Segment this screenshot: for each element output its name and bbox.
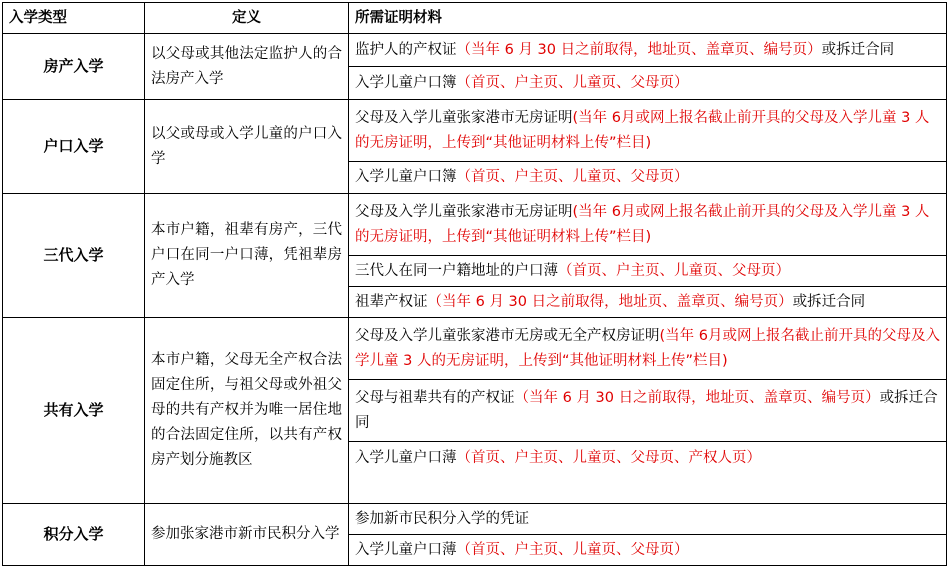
table-header-row bbox=[3, 3, 947, 34]
material-item: 父母及入学儿童张家港市无房或无全产权房证明(当年 6月或网上报名截止前开具的父母及入学儿童 3 人的无房证明，上传到“其他证明材料上传”栏目) bbox=[349, 318, 947, 380]
admission-definition: 本市户籍，祖辈有房产，三代户口在同一户口薄，凭祖辈房产入学 bbox=[145, 194, 349, 318]
admission-type: 三代入学 bbox=[3, 194, 145, 318]
material-item: 入学儿童户口簿（首页、户主页、儿童页、父母页） bbox=[349, 67, 947, 100]
table-row bbox=[3, 34, 947, 67]
table-row bbox=[3, 100, 947, 162]
admission-type: 共有入学 bbox=[3, 318, 145, 504]
table-row bbox=[3, 318, 947, 380]
table-row bbox=[3, 194, 947, 256]
material-item: 参加新市民积分入学的凭证 bbox=[349, 504, 947, 535]
admission-type: 积分入学 bbox=[3, 504, 145, 566]
material-item: 入学儿童户口簿（首页、户主页、儿童页、父母页） bbox=[349, 162, 947, 194]
header-definition: 定义 bbox=[145, 3, 349, 34]
material-item: 父母及入学儿童张家港市无房证明(当年 6月或网上报名截止前开具的父母及入学儿童 3 人的无房证明，上传到“其他证明材料上传”栏目) bbox=[349, 194, 947, 256]
material-item: 父母与祖辈共有的产权证（当年 6 月 30 日之前取得，地址页、盖章页、编号页）或拆迁合同 bbox=[349, 380, 947, 442]
material-item: 入学儿童户口薄（首页、户主页、儿童页、父母页） bbox=[349, 535, 947, 566]
admission-definition: 参加张家港市新市民积分入学 bbox=[145, 504, 349, 566]
table-row bbox=[3, 504, 947, 535]
header-type: 入学类型 bbox=[3, 3, 145, 34]
material-item: 入学儿童户口薄（首页、户主页、儿童页、父母页、产权人页） bbox=[349, 442, 947, 504]
material-item: 祖辈产权证（当年 6 月 30 日之前取得，地址页、盖章页、编号页）或拆迁合同 bbox=[349, 287, 947, 318]
material-item: 监护人的产权证（当年 6 月 30 日之前取得，地址页、盖章页、编号页）或拆迁合同 bbox=[349, 34, 947, 67]
admission-table bbox=[2, 2, 947, 566]
admission-definition: 以父母或其他法定监护人的合法房产入学 bbox=[145, 34, 349, 100]
admission-type: 房产入学 bbox=[3, 34, 145, 100]
admission-definition: 本市户籍，父母无全产权合法固定住所，与祖父母或外祖父母的共有产权并为唯一居住地的合法固定住所，以共有产权房产划分施教区 bbox=[145, 318, 349, 504]
admission-type: 户口入学 bbox=[3, 100, 145, 194]
header-materials: 所需证明材料 bbox=[349, 3, 947, 34]
material-item: 父母及入学儿童张家港市无房证明(当年 6月或网上报名截止前开具的父母及入学儿童 3 人的无房证明，上传到“其他证明材料上传”栏目) bbox=[349, 100, 947, 162]
admission-definition: 以父或母或入学儿童的户口入学 bbox=[145, 100, 349, 194]
material-item: 三代人在同一户籍地址的户口薄（首页、户主页、儿童页、父母页） bbox=[349, 256, 947, 287]
